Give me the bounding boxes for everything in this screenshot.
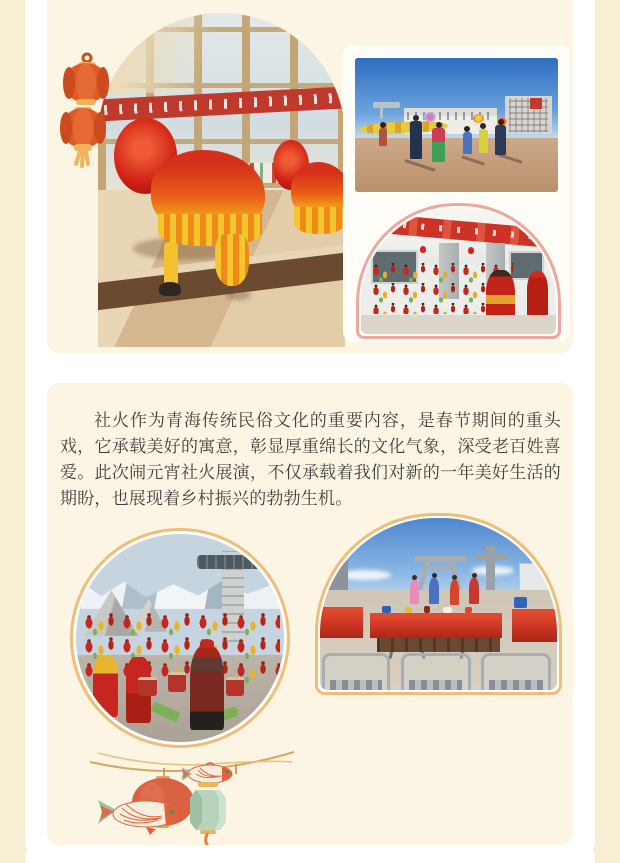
plaza-monument bbox=[373, 102, 399, 107]
person bbox=[495, 125, 506, 155]
red-robed-performer bbox=[527, 271, 548, 318]
person bbox=[463, 132, 472, 154]
blue-box bbox=[514, 597, 527, 608]
monument-gate bbox=[415, 556, 467, 590]
drum bbox=[168, 672, 187, 692]
red-costume-performer bbox=[469, 578, 479, 604]
lion-leg bbox=[164, 242, 178, 286]
person bbox=[432, 128, 445, 162]
pink-costume-performer bbox=[410, 580, 419, 604]
folding-chair bbox=[322, 653, 390, 690]
next-section-card-top bbox=[25, 845, 595, 863]
monument-cross bbox=[486, 546, 495, 591]
drum bbox=[138, 677, 157, 697]
blue-costume-performer bbox=[429, 578, 439, 604]
red-table-main bbox=[370, 613, 503, 639]
lead-drummer bbox=[190, 646, 223, 729]
wooden-bench bbox=[377, 638, 500, 652]
plaza-ground bbox=[355, 138, 558, 192]
indoor-scene bbox=[361, 208, 556, 334]
lion-dance-photo[interactable] bbox=[98, 13, 345, 347]
lion-costume-main bbox=[110, 110, 268, 310]
paper-flower bbox=[473, 114, 484, 123]
person bbox=[479, 129, 488, 153]
photo-card-right bbox=[343, 45, 570, 342]
lantern-koi-string-icon bbox=[86, 740, 300, 854]
lion-hind-fringe bbox=[215, 234, 250, 286]
person bbox=[410, 121, 422, 159]
ceiling-light bbox=[98, 13, 345, 93]
plaza-dragon-photo[interactable] bbox=[355, 58, 558, 192]
cola-bottle bbox=[424, 606, 430, 613]
lion-costume-second bbox=[273, 140, 345, 260]
indoor-troupe-photo[interactable] bbox=[356, 203, 561, 339]
building-right bbox=[519, 563, 552, 593]
drum bbox=[226, 677, 245, 697]
person bbox=[379, 128, 387, 146]
lion-fringe bbox=[294, 207, 345, 233]
building-left bbox=[322, 559, 348, 590]
lion-foot bbox=[159, 282, 181, 296]
red-lantern bbox=[468, 247, 474, 254]
double-lantern-icon bbox=[56, 50, 112, 168]
paper-flower bbox=[424, 112, 436, 122]
drummers-photo[interactable] bbox=[70, 528, 290, 748]
red-sign bbox=[530, 98, 542, 109]
red-lantern bbox=[420, 246, 426, 253]
folding-chair bbox=[481, 653, 551, 690]
drink-bottles bbox=[382, 606, 391, 613]
building-right bbox=[505, 96, 552, 135]
festival-tables-photo[interactable] bbox=[315, 513, 562, 695]
monument-arm bbox=[197, 555, 276, 570]
red-table-right bbox=[512, 609, 557, 642]
orange-costume-performer bbox=[450, 580, 459, 605]
snack-box bbox=[405, 607, 412, 613]
red-plate bbox=[465, 607, 472, 613]
plaza-tables-scene bbox=[320, 518, 557, 690]
folding-chair bbox=[401, 653, 471, 690]
green-lantern bbox=[190, 782, 226, 853]
article-paragraph: 社火作为青海传统民俗文化的重要内容，是春节期间的重头戏，它承载美好的寓意，彰显厚重绵长的文化气象，深受老百姓喜爱。此次闹元宵社火展演，不仅承载着我们对新的一年美好生活的期盼，也展现着乡村振兴的勃勃生机。 bbox=[60, 411, 561, 508]
floor bbox=[361, 315, 556, 334]
bagged-food bbox=[443, 607, 452, 613]
red-table-left bbox=[320, 607, 363, 638]
yellow-costume-performer bbox=[93, 655, 118, 717]
plaza-scene bbox=[76, 534, 284, 742]
